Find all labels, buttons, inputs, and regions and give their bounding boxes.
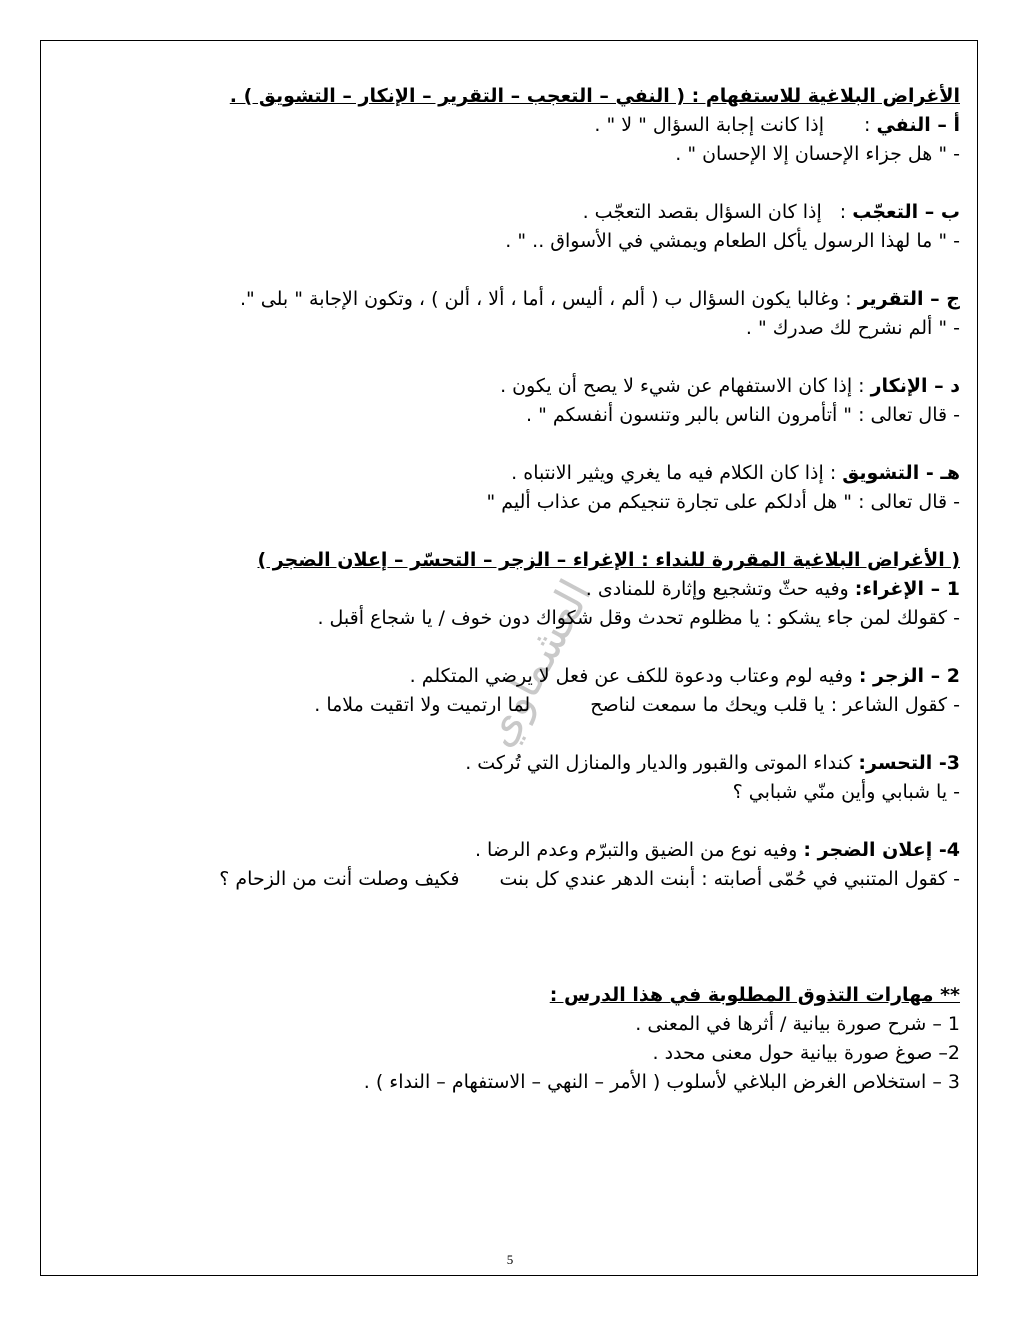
question-item-wonder: ب – التعجّب :إذا كان السؤال بقصد التعجّب . - " ما لهذا الرسول يأكل الطعام ويمشي في الأسواق .. " .: [60, 198, 960, 256]
vocative-heading: ( الأغراض البلاغية المقررة للنداء : الإغراء – الزجر – التحسّر – إعلان الضجر ): [257, 549, 960, 571]
item-label: 3- التحسر:: [858, 752, 960, 774]
item-description: إذا كانت إجابة السؤال " لا " .: [594, 114, 824, 136]
item-example: - " ألم نشرح لك صدرك " .: [745, 317, 960, 339]
item-example: - كقول المتنبي في حُمّى أصابته : أبنت الدهر عندي كل بنت: [499, 868, 960, 890]
item-description: وفيه نوع من الضيق والتبرّم وعدم الرضا .: [474, 839, 798, 861]
watermark-text: العشماوي: [472, 571, 603, 755]
question-item-denial: د – الإنكار : إذا كان الاستفهام عن شيء لا يصح أن يكون . - قال تعالى : " أتأمرون الناس بالبر وتنسون أنفسكم " .: [60, 372, 960, 430]
item-label: هـ - التشويق: [842, 462, 960, 484]
item-example-second-hemistich: لما ارتميت ولا اتقيت ملاما .: [314, 694, 531, 716]
questions-heading: الأغراض البلاغية للاستفهام : ( النفي – التعجب – التقرير – الإنكار – التشويق ) .: [229, 85, 960, 107]
item-description: إذا كان الكلام فيه ما يغري ويثير الانتباه .: [511, 462, 824, 484]
vocative-item-temptation: [60, 575, 960, 633]
page-number: 5: [506, 1252, 514, 1267]
document-body: [60, 82, 960, 1097]
question-item-affirmation: ج – التقرير : وغالبا يكون السؤال ب ( ألم ، أليس ، أما ، ألا ، ألن ) ، وتكون الإجابة " بلى ". - " ألم نشرح لك صدرك " .: [60, 285, 960, 343]
item-example: - كقول الشاعر : يا قلب ويحك ما سمعت لناصح: [590, 694, 960, 716]
item-description: وفيه حثّ وتشجيع وإثارة للمنادى .: [585, 578, 849, 600]
skills-item: 2– صوغ صورة بيانية حول معنى محدد .: [652, 1042, 960, 1064]
item-example-second-hemistich: فكيف وصلت أنت من الزحام ؟: [219, 868, 460, 890]
item-description: إذا كان السؤال بقصد التعجّب .: [582, 201, 822, 223]
item-description: وغالبا يكون السؤال ب ( ألم ، أليس ، أما ، ألا ، ألن ) ، وتكون الإجابة " بلى ".: [239, 288, 840, 310]
item-example: - " ما لهذا الرسول يأكل الطعام ويمشي في الأسواق .. " .: [505, 230, 960, 252]
item-description: إذا كان الاستفهام عن شيء لا يصح أن يكون .: [500, 375, 853, 397]
item-description: وفيه لوم وعتاب ودعوة للكف عن فعل لا يرضي المتكلم .: [409, 665, 853, 687]
item-label: د – الإنكار: [870, 375, 960, 397]
item-example: - يا شبابي وأين منّي شبابي ؟: [732, 781, 960, 803]
skills-item: 1 – شرح صورة بيانية / أثرها في المعنى .: [635, 1013, 960, 1035]
vocative-item-annoyance: [60, 836, 960, 894]
skills-item: 3 – استخلاص الغرض البلاغي لأسلوب ( الأمر – النهي – الاستفهام – النداء ) .: [363, 1071, 960, 1093]
question-item-suspense: هـ - التشويق : إذا كان الكلام فيه ما يغري ويثير الانتباه . - قال تعالى : " هل أدلكم على تجارة تنجيكم من عذاب أليم ": [60, 459, 960, 517]
item-label: 1 – الإغراء:: [854, 578, 960, 600]
item-example: - قال تعالى : " أتأمرون الناس بالبر وتنسون أنفسكم " .: [526, 404, 960, 426]
item-label: ج – التقرير: [857, 288, 960, 310]
vocative-item-rebuke: [60, 662, 960, 720]
item-label: 2 – الزجر :: [858, 665, 960, 687]
vocative-item-regret: [60, 749, 960, 807]
item-example: - كقولك لمن جاء يشكو : يا مظلوم تحدث وقل شكواك دون خوف / يا شجاع أقبل .: [317, 607, 960, 629]
skills-heading: ** مهارات التذوق المطلوبة في هذا الدرس :: [549, 984, 960, 1006]
item-label: أ – النفي: [876, 114, 960, 136]
item-label: 4- إعلان الضجر :: [803, 839, 960, 861]
item-label: ب – التعجّب: [852, 201, 960, 223]
item-description: كنداء الموتى والقبور والديار والمنازل التي تُركت .: [465, 752, 853, 774]
item-example: - " هل جزاء الإحسان إلا الإحسان " .: [675, 143, 960, 165]
question-item-negation: أ – النفي :إذا كانت إجابة السؤال " لا " . - " هل جزاء الإحسان إلا الإحسان " .: [60, 111, 960, 169]
item-example: - قال تعالى : " هل أدلكم على تجارة تنجيكم من عذاب أليم ": [486, 491, 960, 513]
